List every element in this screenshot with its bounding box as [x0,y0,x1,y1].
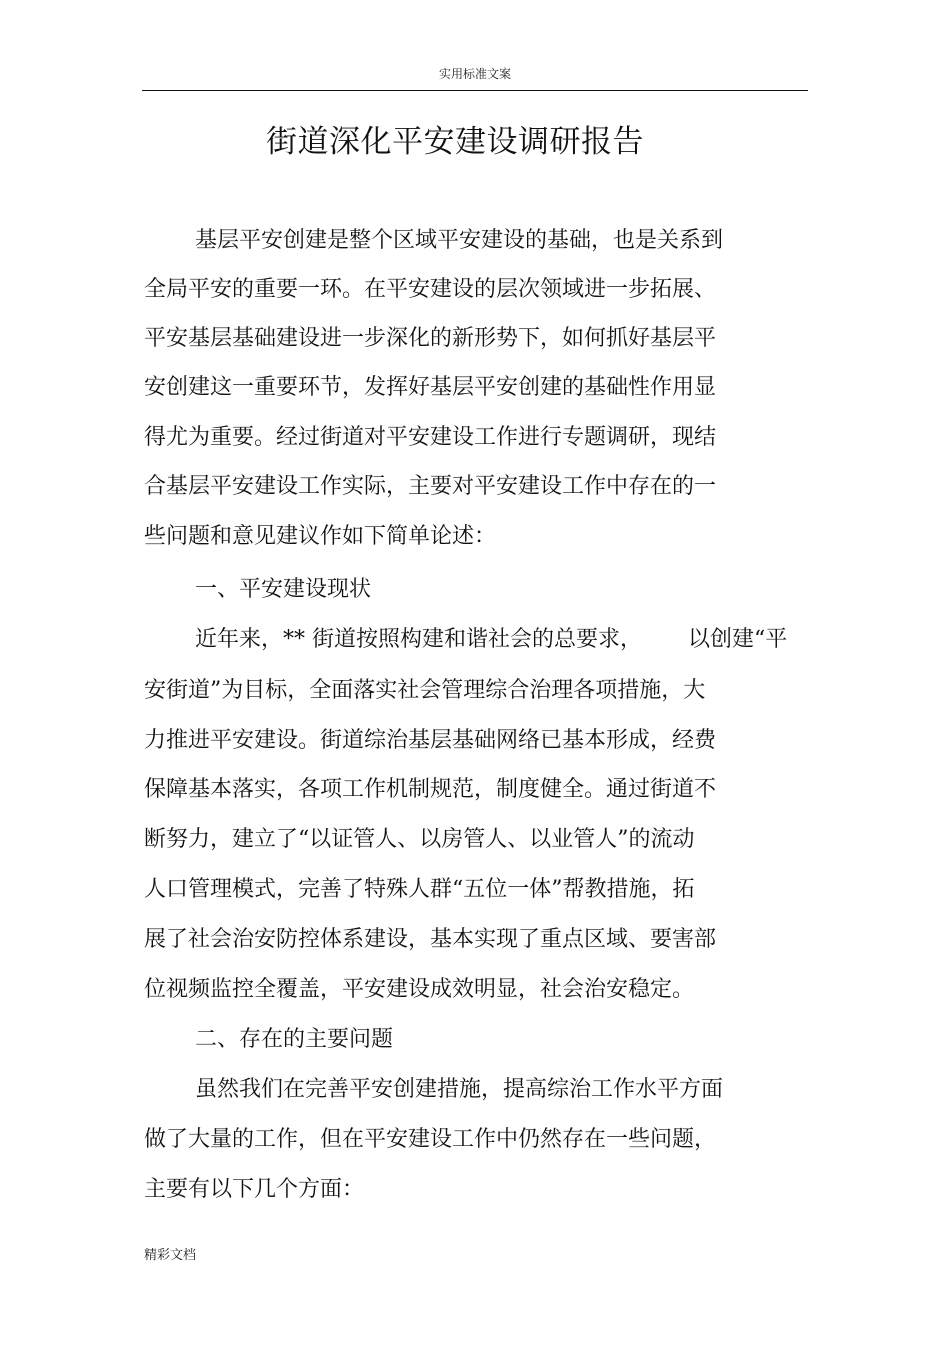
document-title: 街道深化平安建设调研报告 [266,124,644,160]
paragraph-line: 保障基本落实，各项工作机制规范，制度健全。通过街道不 [144,777,717,802]
paragraph-line: 人口管理模式，完善了特殊人群“五位一体”帮教措施，拓 [144,877,695,902]
paragraph-line: 安创建这一重要环节，发挥好基层平安创建的基础性作用显 [144,375,717,400]
paragraph-line: 基层平安创建是整个区域平安建设的基础，也是关系到 [195,228,724,253]
paragraph-line: 做了大量的工作，但在平安建设工作中仍然存在一些问题， [144,1127,717,1152]
paragraph-line: 安街道”为目标，全面落实社会管理综合治理各项措施，大 [144,678,706,703]
paragraph-line: 断努力，建立了“以证管人、以房管人、以业管人”的流动 [144,827,695,852]
paragraph-line: 展了社会治安防控体系建设，基本实现了重点区域、要害部 [144,927,717,952]
paragraph-line: 位视频监控全覆盖，平安建设成效明显，社会治安稳定。 [144,977,695,1002]
paragraph-line: 近年来，** 街道按照构建和谐社会的总要求， [195,627,642,652]
paragraph-line: 得尤为重要。经过街道对平安建设工作进行专题调研，现结 [144,425,717,450]
paragraph-line: 全局平安的重要一环。在平安建设的层次领域进一步拓展、 [144,277,717,302]
paragraph-line: 力推进平安建设。街道综治基层基础网络已基本形成，经费 [144,728,717,753]
section-heading: 二、存在的主要问题 [195,1027,394,1052]
paragraph-line: 平安基层基础建设进一步深化的新形势下，如何抓好基层平 [144,326,717,351]
page-footer: 精彩文档 [144,1248,197,1263]
paragraph-line: 合基层平安建设工作实际，主要对平安建设工作中存在的一 [144,474,717,499]
paragraph-line: 主要有以下几个方面： [144,1177,365,1202]
paragraph-line: 些问题和意见建议作如下简单论述： [144,524,497,549]
paragraph-line-continuation: 以创建“平 [688,627,788,652]
paragraph-line: 虽然我们在完善平安创建措施，提高综治工作水平方面 [195,1077,724,1102]
header-divider [142,90,808,91]
page-header: 实用标准文案 [438,67,511,81]
section-heading: 一、平安建设现状 [195,577,372,602]
